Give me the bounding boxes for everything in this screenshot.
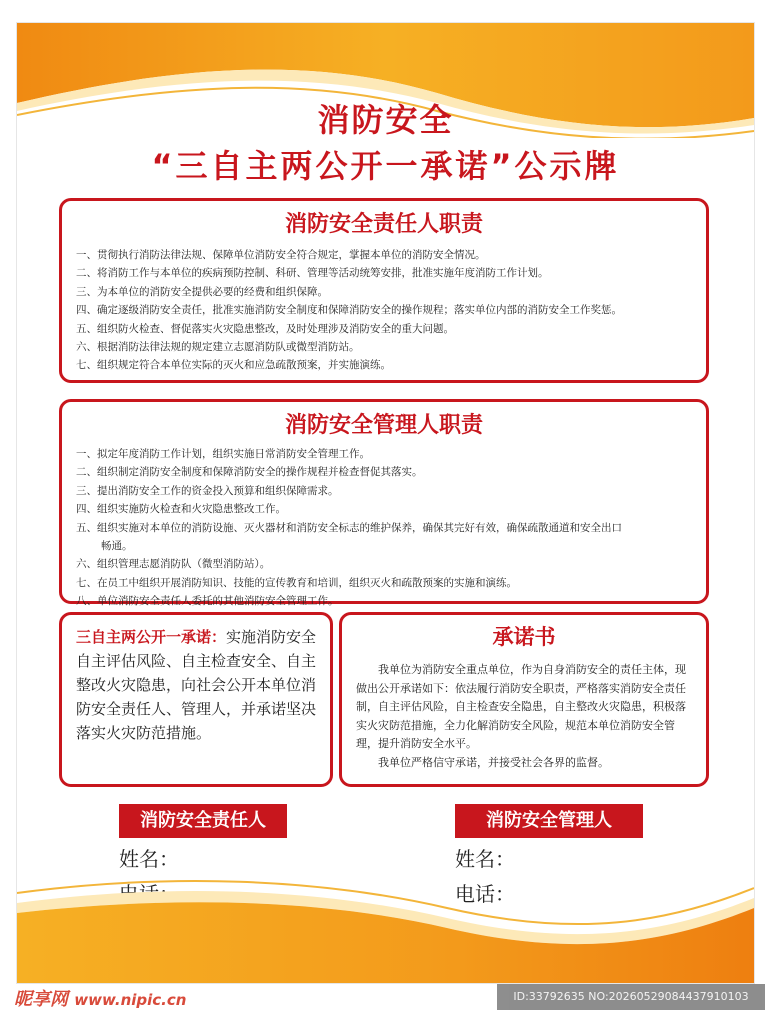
list-item: 三、提出消防安全工作的资金投入预算和组织保障需求。 — [76, 484, 339, 497]
pledge-paragraph: 我单位严格信守承诺，并接受社会各界的监督。 — [378, 755, 609, 769]
list-item: 一、贯彻执行消防法律法规、保障单位消防安全符合规定，掌握本单位的消防安全情况。 — [76, 249, 486, 261]
responsible-duties-list — [76, 246, 692, 375]
responsible-person-label: 消防安全责任人 — [119, 804, 287, 838]
list-item: 六、组织管理志愿消防队（微型消防站）。 — [76, 558, 271, 571]
manager-phone-field: 电话： — [455, 882, 515, 906]
id-watermark: ID:33792635 NO:20260529084437910103 — [497, 984, 765, 1010]
manager-name-field: 姓名： — [455, 847, 515, 871]
pledge-title: 承诺书 — [492, 625, 556, 649]
poster — [17, 23, 754, 983]
list-item: 二、将消防工作与本单位的疾病预防控制、科研、管理等活动统筹安排，批准实施年度消防工作计划。 — [76, 267, 549, 280]
list-item: 三、为本单位的消防安全提供必要的经费和组织保障。 — [76, 285, 328, 298]
explanation-box — [59, 612, 333, 787]
list-item-continuation — [76, 537, 692, 555]
manager-duties-box — [59, 399, 709, 608]
site-watermark-name: 昵享网 — [14, 989, 68, 1010]
list-item: 四、组织实施防火检查和火灾隐患整改工作。 — [76, 503, 286, 516]
pledge-paragraph: 我单位为消防安全重点单位，作为自身消防安全的责任主体，现做出公开承诺如下：依法履行消防安全职责，严格落实消防安全责任制，自主评估风险，自主检查安全隐患，自主整改火灾隐患，积极落实火灾防范措施，全力化解消防安全风险，规范本单位消防安全管理，提升消防安全水平。 — [356, 663, 686, 750]
responsible-duties-box — [59, 198, 709, 383]
poster-title-line2: “三自主两公开一承诺”公示牌 — [151, 147, 620, 185]
site-watermark — [14, 985, 186, 1011]
list-item: 五、组织防火检查、督促落实火灾隐患整改，及时处理涉及消防安全的重大问题。 — [76, 322, 454, 335]
pledge-box — [339, 612, 709, 787]
poster-title-line1: 消防安全 — [317, 101, 454, 139]
list-item: 一、拟定年度消防工作计划，组织实施日常消防安全管理工作。 — [76, 448, 370, 460]
list-item: 七、在员工中组织开展消防知识、技能的宣传教育和培训，组织灭火和疏散预案的实施和演练。 — [76, 576, 517, 589]
manager-duties-list — [76, 445, 692, 611]
responsible-duties-title: 消防安全责任人职责 — [284, 212, 483, 237]
list-item: 五、组织实施对本单位的消防设施、灭火器材和消防安全标志的维护保养，确保其完好有效，确保疏散通道和安全出口 — [76, 521, 622, 534]
list-item: 八、单位消防安全责任人委托的其他消防安全管理工作。 — [76, 595, 339, 608]
list-item: 七、组织规定符合本单位实际的灭火和应急疏散预案，并实施演练。 — [76, 359, 391, 372]
explanation-body: 实施消防安全自主评估风险、自主检查安全、自主整改火灾隐患，向社会公开本单位消防安全责任人、管理人，并承诺坚决落实火灾防范措施。 — [76, 628, 317, 742]
list-item: 四、确定逐级消防安全责任，批准实施消防安全制度和保障消防安全的操作规程；落实单位内部的消防安全工作奖惩。 — [76, 304, 622, 317]
explanation-highlight: 三自主两公开一承诺： — [76, 628, 227, 646]
explanation-text — [76, 625, 318, 745]
responsible-name-field: 姓名： — [119, 847, 179, 871]
manager-person-label: 消防安全管理人 — [455, 804, 643, 838]
manager-duties-title: 消防安全管理人职责 — [284, 413, 483, 438]
bottom-wave-decoration — [17, 868, 754, 983]
list-item-continuation-text: 畅通。 — [101, 540, 133, 553]
list-item: 六、根据消防法律法规的规定建立志愿消防队或微型消防站。 — [76, 341, 360, 354]
site-watermark-url: www.nipic.cn — [74, 991, 187, 1009]
list-item: 二、组织制定消防安全制度和保障消防安全的操作规程并检查督促其落实。 — [76, 466, 423, 479]
